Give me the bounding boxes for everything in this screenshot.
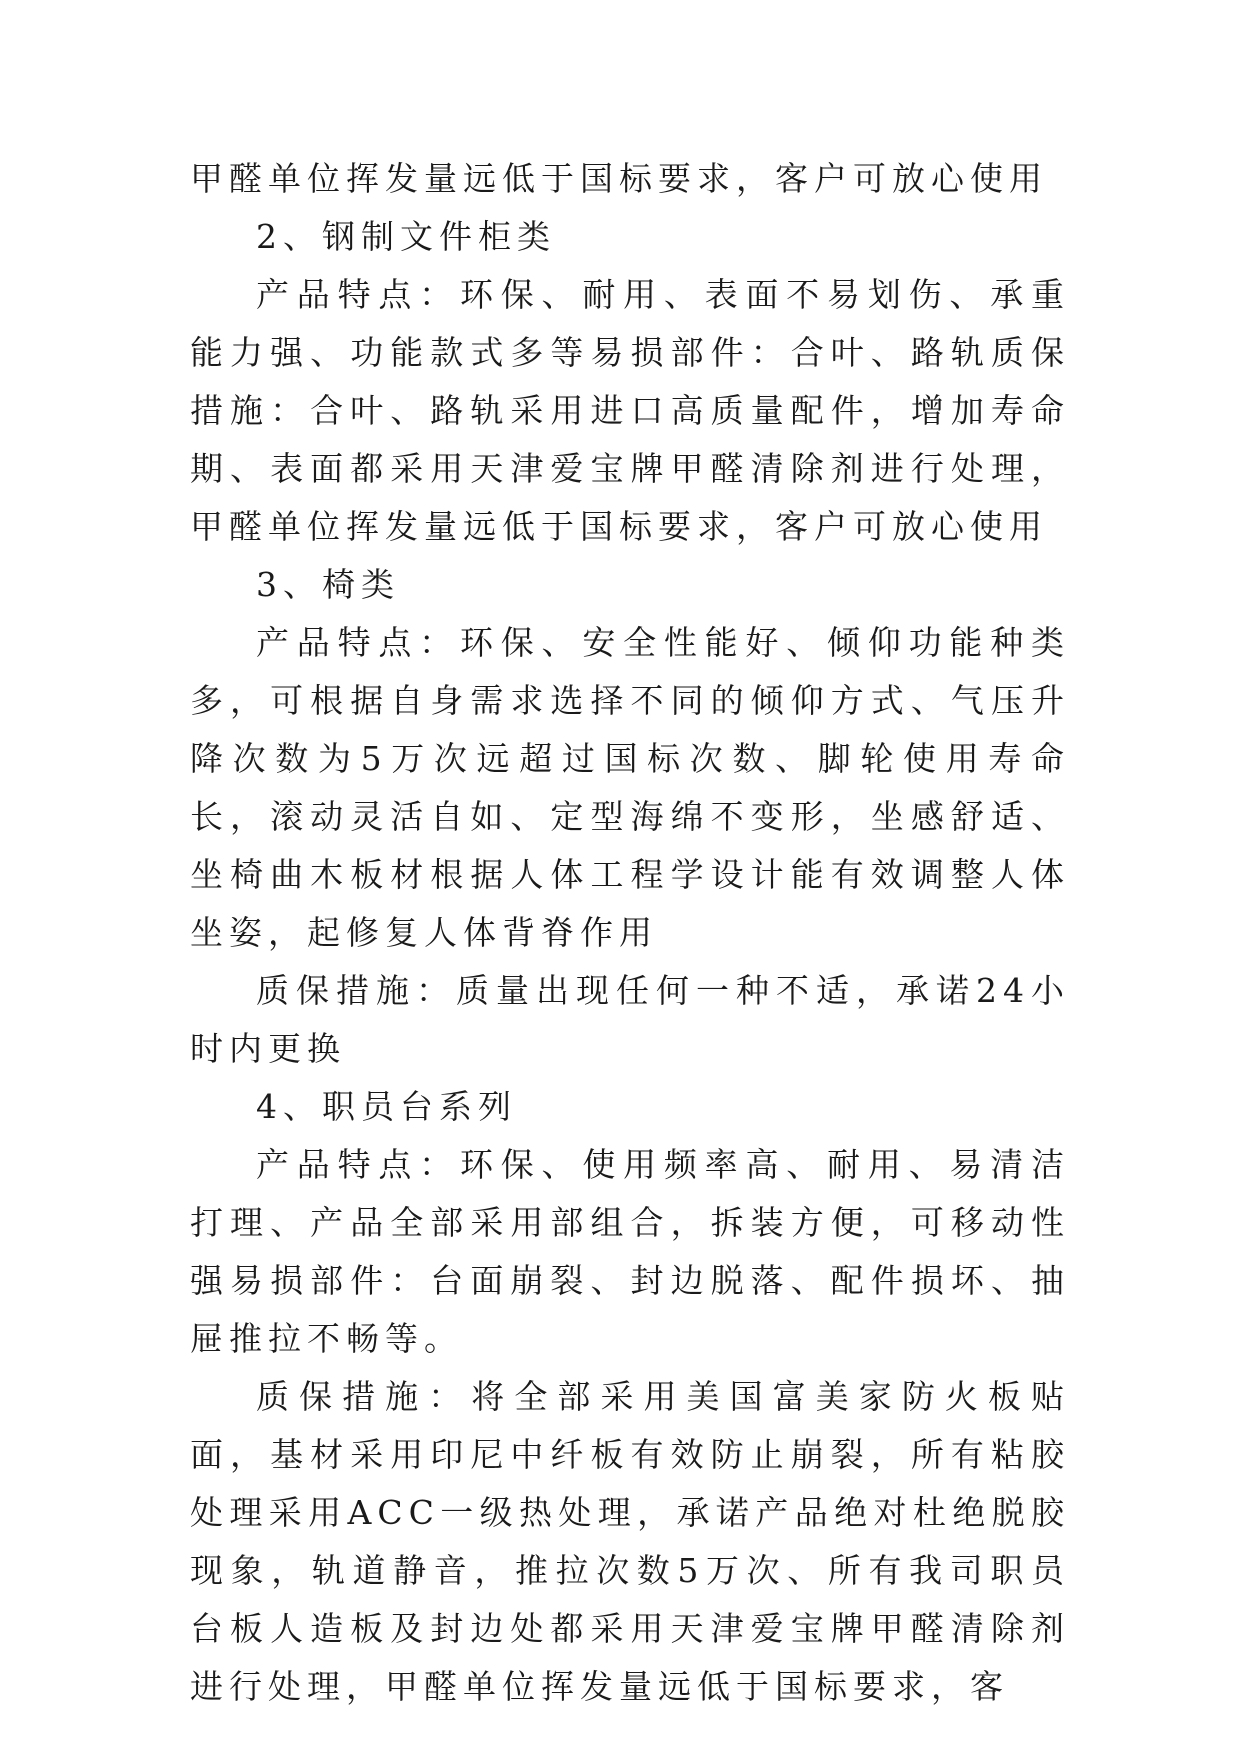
- paragraph-chair-warranty: 质保措施：质量出现任何一种不适，承诺24小时内更换: [190, 971, 1070, 1068]
- section-heading-steel-cabinets: 2、钢制文件柜类: [256, 217, 556, 256]
- paragraph-chair-features: 产品特点：环保、安全性能好、倾仰功能种类多，可根据自身需求选择不同的倾仰方式、气压升降次数为5万次远超过国标次数、脚轮使用寿命长，滚动灵活自如、定型海绵不变形，坐感舒适、坐椅曲木板材根据人体工程学设计能有效调整人体坐姿，起修复人体背脊作用: [190, 623, 1070, 952]
- section-heading-chairs: 3、椅类: [256, 565, 400, 604]
- paragraph-staff-desk-warranty: 质保措施：将全部采用美国富美家防火板贴面，基材采用印尼中纤板有效防止崩裂，所有粘胶处理采用ACC一级热处理，承诺产品绝对杜绝脱胶现象，轨道静音，推拉次数5万次、所有我司职员台板人造板及封边处都采用天津爱宝牌甲醛清除剂进行处理，甲醛单位挥发量远低于国标要求，客: [190, 1377, 1070, 1706]
- paragraph-continuation: 甲醛单位挥发量远低于国标要求，客户可放心使用: [190, 159, 1048, 198]
- section-heading-staff-desks: 4、职员台系列: [256, 1087, 517, 1126]
- paragraph-steel-cabinet-features: 产品特点：环保、耐用、表面不易划伤、承重能力强、功能款式多等易损部件：合叶、路轨质保措施：合叶、路轨采用进口高质量配件，增加寿命期、表面都采用天津爱宝牌甲醛清除剂进行处理，甲醛单位挥发量远低于国标要求，客户可放心使用: [190, 275, 1070, 546]
- paragraph-staff-desk-features: 产品特点：环保、使用频率高、耐用、易清洁打理、产品全部采用部组合，拆装方便，可移动性强易损部件：台面崩裂、封边脱落、配件损坏、抽屉推拉不畅等。: [190, 1145, 1070, 1358]
- document-body: [190, 150, 1070, 1716]
